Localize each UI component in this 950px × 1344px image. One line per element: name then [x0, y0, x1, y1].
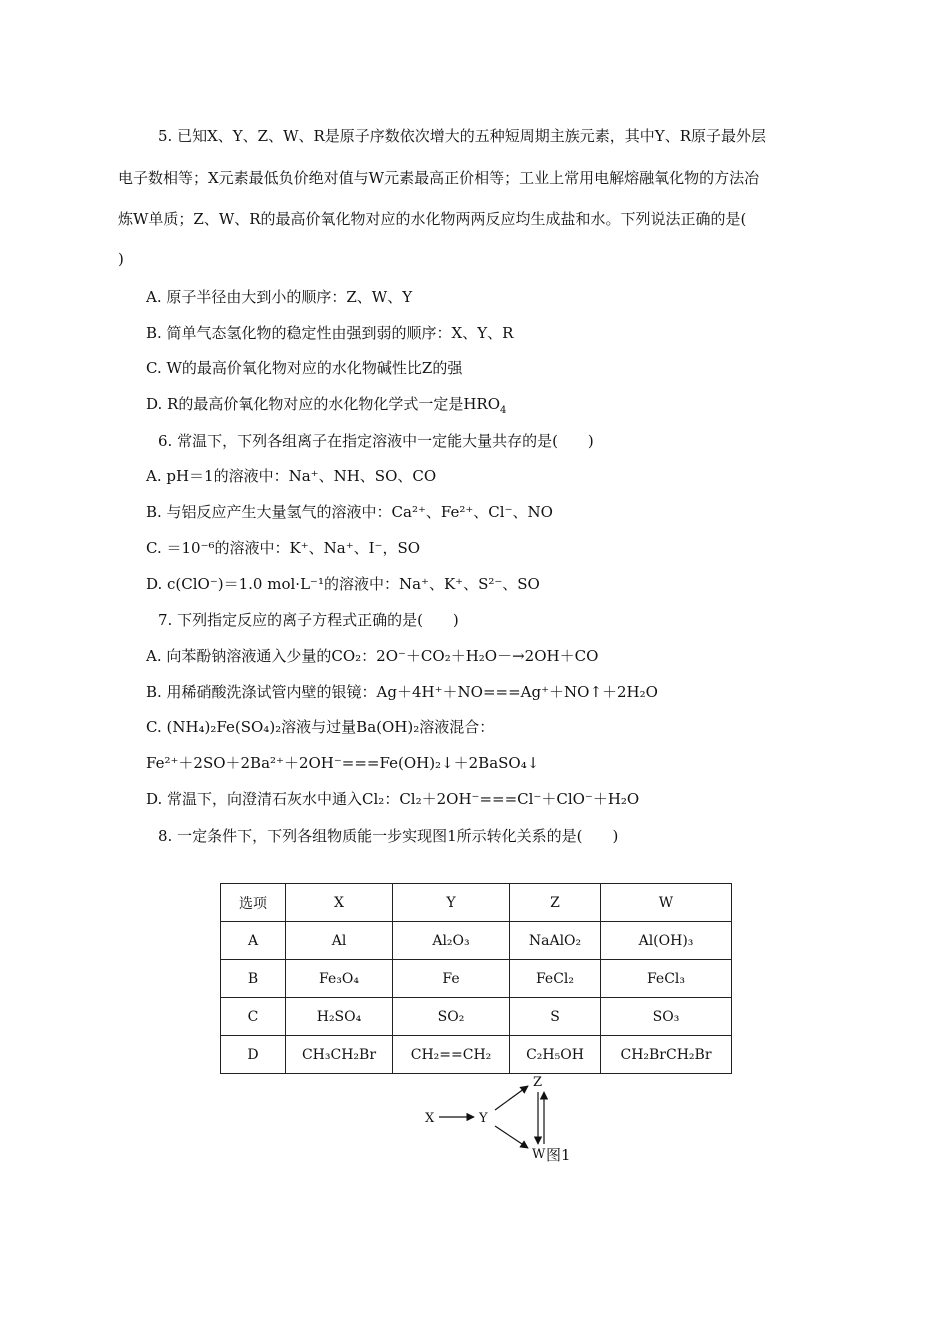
figure-caption: 图1 — [546, 1146, 571, 1164]
table-header-cell: X — [286, 884, 393, 922]
q6-stem: 6. 常温下，下列各组离子在指定溶液中一定能大量共存的是( ) — [158, 432, 594, 450]
figure-1-diagram — [415, 1070, 595, 1170]
table-header-cell: Z — [510, 884, 601, 922]
table-cell: FeCl₃ — [601, 960, 732, 998]
table-row — [221, 960, 732, 998]
q5-option-c: C. W的最高价氧化物对应的水化物碱性比Z的强 — [146, 359, 463, 377]
table-header-cell: Y — [393, 884, 510, 922]
table-cell: B — [221, 960, 286, 998]
q5-stem-line4: ) — [118, 250, 124, 268]
table-row — [221, 998, 732, 1036]
q5-stem-line2: 电子数相等；X元素最低负价绝对值与W元素最高正价相等；工业上常用电解熔融氧化物的方法冶 — [118, 169, 760, 187]
q8-stem: 8. 一定条件下，下列各组物质能一步实现图1所示转化关系的是( ) — [158, 827, 619, 845]
table-cell: S — [510, 998, 601, 1036]
table-row — [221, 922, 732, 960]
table-cell: SO₂ — [393, 998, 510, 1036]
q5-option-d-subscript: 4 — [500, 405, 507, 416]
q6-option-b: B. 与铝反应产生大量氢气的溶液中：Ca²⁺、Fe²⁺、Cl⁻、NO — [146, 503, 553, 521]
table-cell: CH₂BrCH₂Br — [601, 1036, 732, 1074]
table-cell: Al₂O₃ — [393, 922, 510, 960]
table-cell: Al — [286, 922, 393, 960]
q5-stem-line1: 5. 已知X、Y、Z、W、R是原子序数依次增大的五种短周期主族元素，其中Y、R原子最外层 — [158, 127, 766, 145]
table-cell: CH₃CH₂Br — [286, 1036, 393, 1074]
arrow-y-to-z — [495, 1086, 528, 1110]
table-header-cell: 选项 — [221, 884, 286, 922]
table-cell: A — [221, 922, 286, 960]
table-cell: Fe — [393, 960, 510, 998]
table-cell: D — [221, 1036, 286, 1074]
q6-option-c: C. ＝10⁻⁶的溶液中：K⁺、Na⁺、I⁻，SO — [146, 539, 421, 557]
table-header-row — [221, 884, 732, 922]
q5-option-b: B. 简单气态氢化物的稳定性由强到弱的顺序：X、Y、R — [146, 324, 514, 342]
table-header-cell: W — [601, 884, 732, 922]
q5-stem-line3: 炼W单质；Z、W、R的最高价氧化物对应的水化物两两反应均生成盐和水。下列说法正确的是( — [118, 210, 747, 228]
q7-option-b: B. 用稀硝酸洗涤试管内壁的银镜：Ag＋4H⁺＋NO===Ag⁺＋NO↑＋2H₂O — [146, 683, 658, 701]
q7-option-a: A. 向苯酚钠溶液通入少量的CO₂：2O⁻＋CO₂＋H₂O－→2OH＋CO — [146, 647, 599, 665]
table-cell: Fe₃O₄ — [286, 960, 393, 998]
node-w-label: W — [532, 1147, 546, 1162]
table-cell: CH₂==CH₂ — [393, 1036, 510, 1074]
q7-option-c-line1: C. (NH₄)₂Fe(SO₄)₂溶液与过量Ba(OH)₂溶液混合： — [146, 718, 495, 736]
node-x-label: X — [425, 1111, 435, 1126]
table-cell: SO₃ — [601, 998, 732, 1036]
arrow-y-to-w — [495, 1126, 528, 1148]
table-row — [221, 1036, 732, 1074]
q6-option-a: A. pH＝1的溶液中：Na⁺、NH、SO、CO — [146, 467, 437, 485]
table-cell: C — [221, 998, 286, 1036]
q5-option-d — [146, 394, 506, 414]
table-cell: NaAlO₂ — [510, 922, 601, 960]
node-y-label: Y — [479, 1111, 488, 1126]
table-cell: C₂H₅OH — [510, 1036, 601, 1074]
table-cell: FeCl₂ — [510, 960, 601, 998]
q7-option-d: D. 常温下，向澄清石灰水中通入Cl₂：Cl₂＋2OH⁻===Cl⁻＋ClO⁻＋H₂O — [146, 790, 640, 808]
q7-stem: 7. 下列指定反应的离子方程式正确的是( ) — [158, 611, 459, 629]
table-cell: Al(OH)₃ — [601, 922, 732, 960]
q8-options-table — [220, 883, 732, 1074]
table-cell: H₂SO₄ — [286, 998, 393, 1036]
q6-option-d: D. c(ClO⁻)＝1.0 mol·L⁻¹的溶液中：Na⁺、K⁺、S²⁻、SO — [146, 575, 540, 593]
q5-option-a: A. 原子半径由大到小的顺序：Z、W、Y — [146, 288, 413, 306]
q7-option-c-line2: Fe²⁺＋2SO＋2Ba²⁺＋2OH⁻===Fe(OH)₂↓＋2BaSO₄↓ — [146, 754, 540, 772]
node-z-label: Z — [533, 1075, 543, 1090]
q5-option-d-text: D. R的最高价氧化物对应的水化物化学式一定是HRO — [146, 395, 500, 413]
